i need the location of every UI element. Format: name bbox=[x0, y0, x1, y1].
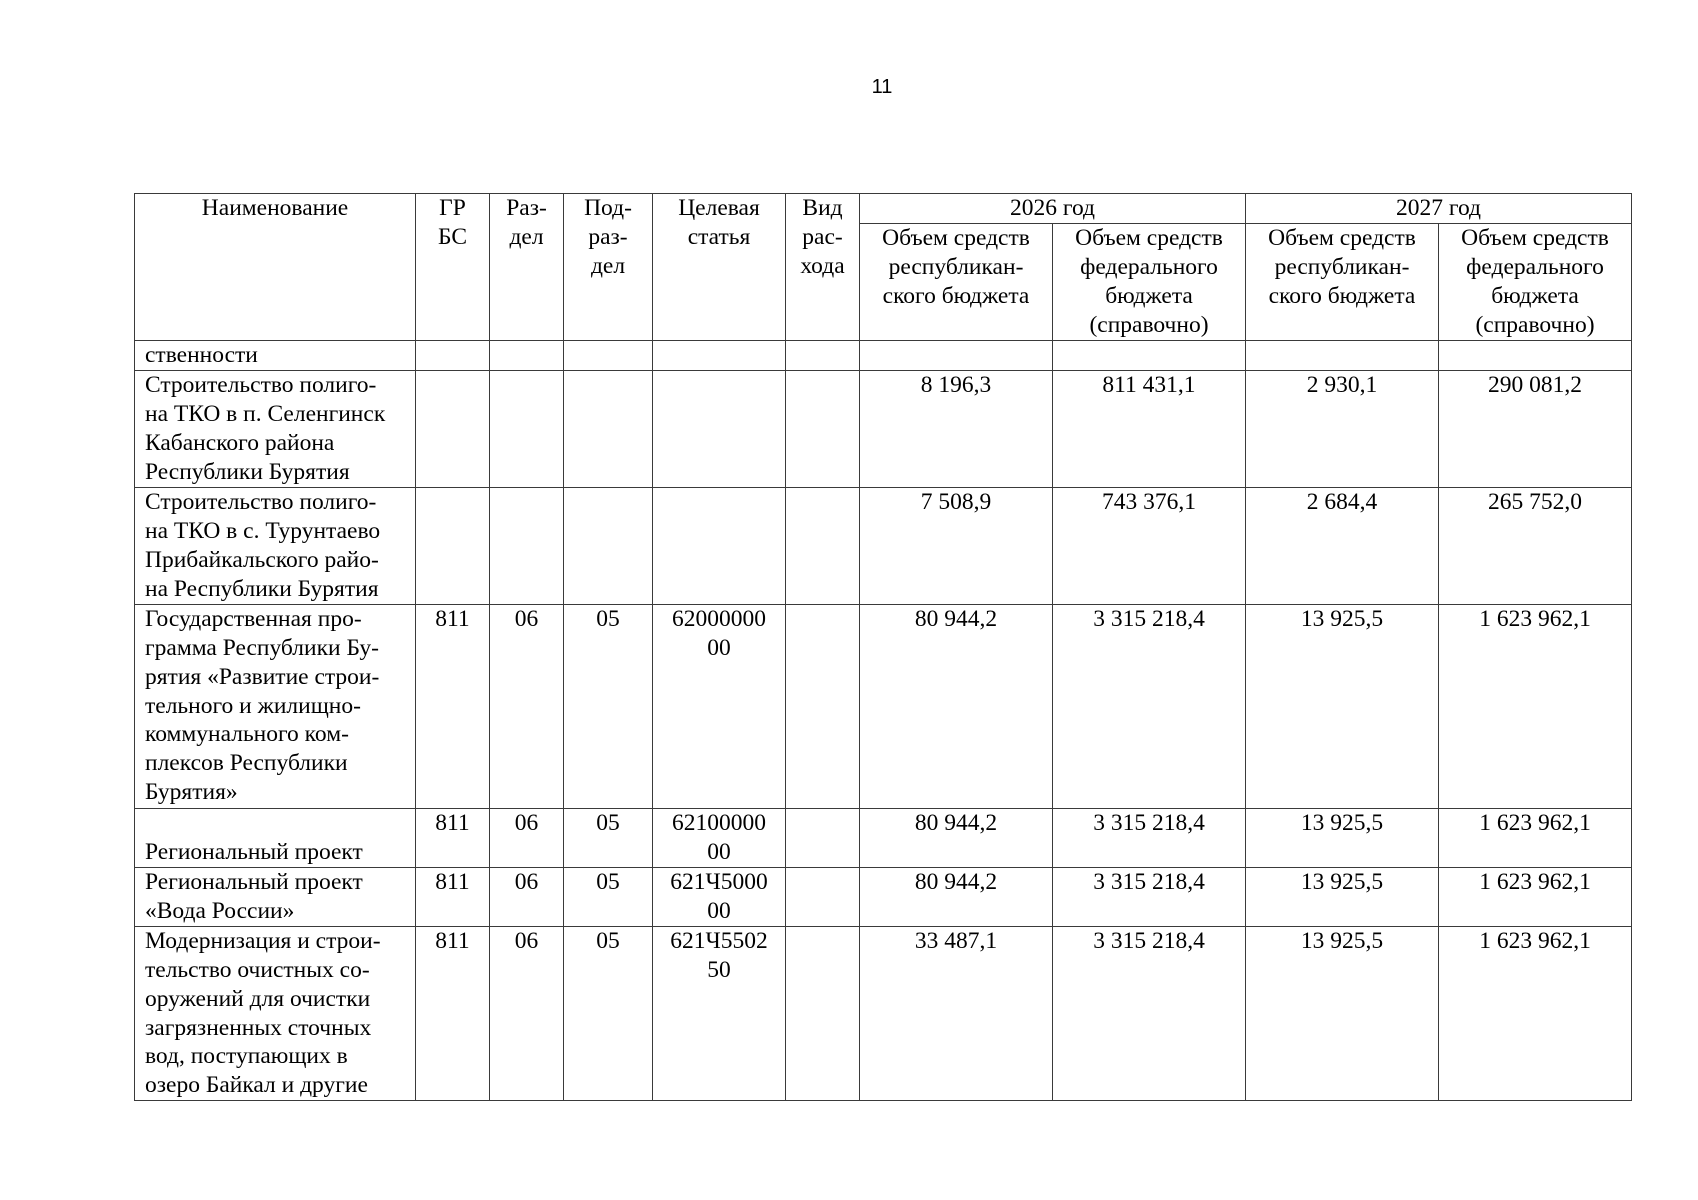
rep-2026-cell: 33 487,1 bbox=[860, 926, 1053, 1100]
razdel-cell: 06 bbox=[490, 926, 564, 1100]
fed-2026-cell bbox=[1053, 340, 1246, 370]
rep-2027-cell: 13 925,5 bbox=[1246, 808, 1439, 867]
podrazdel-cell: 05 bbox=[564, 604, 653, 808]
grbs-cell: 811 bbox=[416, 604, 490, 808]
rep-2027-cell: 13 925,5 bbox=[1246, 867, 1439, 926]
grbs-cell bbox=[416, 370, 490, 487]
header-fed-2026: Объем средств федерального бюджета (справочно) bbox=[1053, 223, 1246, 340]
header-grbs: ГР БС bbox=[416, 194, 490, 341]
razdel-cell bbox=[490, 340, 564, 370]
rep-2026-cell bbox=[860, 340, 1053, 370]
table-row bbox=[135, 926, 1632, 1100]
vid-rashoda-cell bbox=[786, 340, 860, 370]
fed-2026-cell: 3 315 218,4 bbox=[1053, 867, 1246, 926]
fed-2027-cell: 290 081,2 bbox=[1439, 370, 1632, 487]
celevaya-statya-cell: 621Ч5502 50 bbox=[653, 926, 786, 1100]
vid-rashoda-cell bbox=[786, 926, 860, 1100]
fed-2027-cell: 1 623 962,1 bbox=[1439, 808, 1632, 867]
rep-2026-cell: 8 196,3 bbox=[860, 370, 1053, 487]
header-rep-2027: Объем средств республикан- ского бюджета bbox=[1246, 223, 1439, 340]
table-row bbox=[135, 487, 1632, 604]
razdel-cell bbox=[490, 370, 564, 487]
header-podrazdel: Под- раз- дел bbox=[564, 194, 653, 341]
podrazdel-cell bbox=[564, 487, 653, 604]
fed-2027-cell: 1 623 962,1 bbox=[1439, 604, 1632, 808]
vid-rashoda-cell bbox=[786, 487, 860, 604]
fed-2027-cell: 265 752,0 bbox=[1439, 487, 1632, 604]
name-cell: Государственная про- грамма Республики Бу- рятия «Развитие строи- тельного и жилищно- коммунального ком- плексов Республики Бурятия» bbox=[135, 604, 416, 808]
grbs-cell: 811 bbox=[416, 808, 490, 867]
header-name: Наименование bbox=[135, 194, 416, 341]
name-cell: Региональный проект «Вода России» bbox=[135, 867, 416, 926]
fed-2026-cell: 743 376,1 bbox=[1053, 487, 1246, 604]
podrazdel-cell: 05 bbox=[564, 926, 653, 1100]
rep-2027-cell bbox=[1246, 340, 1439, 370]
fed-2027-cell: 1 623 962,1 bbox=[1439, 867, 1632, 926]
fed-2026-cell: 3 315 218,4 bbox=[1053, 808, 1246, 867]
fed-2027-cell bbox=[1439, 340, 1632, 370]
header-fed-2027: Объем средств федерального бюджета (справочно) bbox=[1439, 223, 1632, 340]
celevaya-statya-cell: 621Ч5000 00 bbox=[653, 867, 786, 926]
grbs-cell bbox=[416, 487, 490, 604]
header-razdel: Раз- дел bbox=[490, 194, 564, 341]
podrazdel-cell bbox=[564, 370, 653, 487]
header-row-1 bbox=[135, 194, 1632, 224]
name-cell: Модернизация и строи- тельство очистных со- оружений для очистки загрязненных сточных вод, поступающих в озеро Байкал и другие bbox=[135, 926, 416, 1100]
vid-rashoda-cell bbox=[786, 370, 860, 487]
celevaya-statya-cell: 62000000 00 bbox=[653, 604, 786, 808]
razdel-cell: 06 bbox=[490, 808, 564, 867]
rep-2027-cell: 2 684,4 bbox=[1246, 487, 1439, 604]
razdel-cell: 06 bbox=[490, 867, 564, 926]
name-cell: Региональный проект bbox=[135, 808, 416, 867]
vid-rashoda-cell bbox=[786, 604, 860, 808]
rep-2027-cell: 13 925,5 bbox=[1246, 604, 1439, 808]
fed-2027-cell: 1 623 962,1 bbox=[1439, 926, 1632, 1100]
name-cell: Строительство полиго- на ТКО в с. Турунтаево Прибайкальского райо- на Республики Бурятия bbox=[135, 487, 416, 604]
table-row bbox=[135, 867, 1632, 926]
podrazdel-cell: 05 bbox=[564, 867, 653, 926]
grbs-cell: 811 bbox=[416, 926, 490, 1100]
page-number: 11 bbox=[871, 76, 893, 98]
rep-2026-cell: 80 944,2 bbox=[860, 867, 1053, 926]
grbs-cell: 811 bbox=[416, 867, 490, 926]
table-row bbox=[135, 808, 1632, 867]
name-cell: ственности bbox=[135, 340, 416, 370]
razdel-cell: 06 bbox=[490, 604, 564, 808]
rep-2027-cell: 13 925,5 bbox=[1246, 926, 1439, 1100]
header-vid-rashoda: Вид рас- хода bbox=[786, 194, 860, 341]
celevaya-statya-cell: 62100000 00 bbox=[653, 808, 786, 867]
fed-2026-cell: 811 431,1 bbox=[1053, 370, 1246, 487]
grbs-cell bbox=[416, 340, 490, 370]
table-row bbox=[135, 604, 1632, 808]
table-row bbox=[135, 340, 1632, 370]
podrazdel-cell: 05 bbox=[564, 808, 653, 867]
rep-2027-cell: 2 930,1 bbox=[1246, 370, 1439, 487]
header-rep-2026: Объем средств республикан- ского бюджета bbox=[860, 223, 1053, 340]
name-cell: Строительство полиго- на ТКО в п. Селенгинск Кабанского района Республики Бурятия bbox=[135, 370, 416, 487]
celevaya-statya-cell bbox=[653, 487, 786, 604]
podrazdel-cell bbox=[564, 340, 653, 370]
rep-2026-cell: 80 944,2 bbox=[860, 808, 1053, 867]
celevaya-statya-cell bbox=[653, 370, 786, 487]
razdel-cell bbox=[490, 487, 564, 604]
header-year-2027: 2027 год bbox=[1246, 194, 1632, 224]
vid-rashoda-cell bbox=[786, 867, 860, 926]
rep-2026-cell: 7 508,9 bbox=[860, 487, 1053, 604]
fed-2026-cell: 3 315 218,4 bbox=[1053, 604, 1246, 808]
budget-table bbox=[134, 193, 1632, 1101]
vid-rashoda-cell bbox=[786, 808, 860, 867]
fed-2026-cell: 3 315 218,4 bbox=[1053, 926, 1246, 1100]
celevaya-statya-cell bbox=[653, 340, 786, 370]
header-year-2026: 2026 год bbox=[860, 194, 1246, 224]
header-celevaya-statya: Целевая статья bbox=[653, 194, 786, 341]
rep-2026-cell: 80 944,2 bbox=[860, 604, 1053, 808]
table-row bbox=[135, 370, 1632, 487]
